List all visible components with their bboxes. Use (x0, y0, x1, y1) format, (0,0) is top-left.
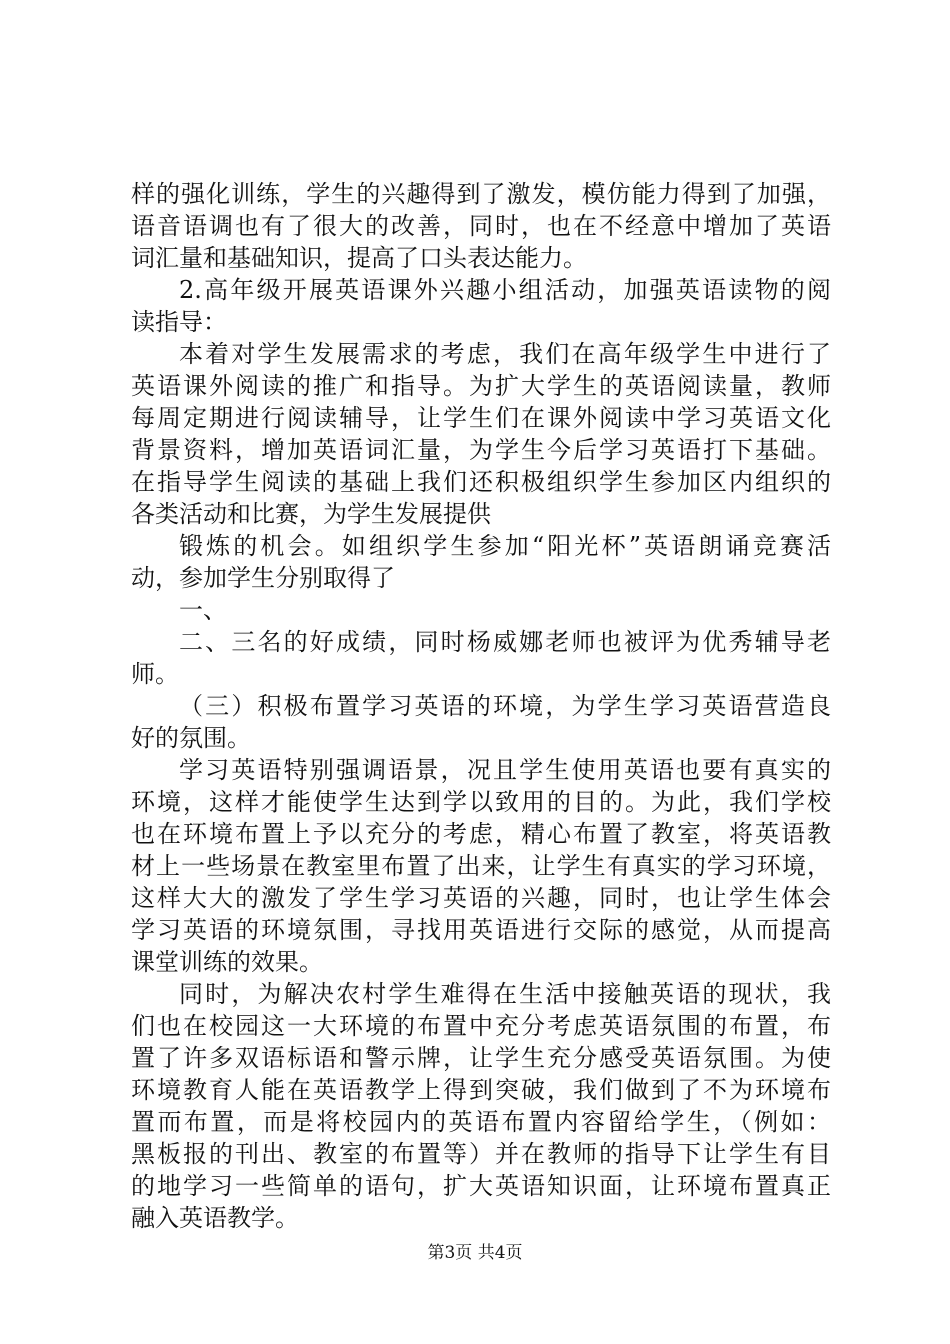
text-line: 学习英语的环境氛围，寻找用英语进行交际的感觉，从而提高 (131, 916, 831, 944)
text-line: 英语课外阅读的推广和指导。为扩大学生的英语阅读量，教师 (131, 372, 831, 400)
text-line: 材上一些场景在教室里布置了出来，让学生有真实的学习环境， (131, 852, 831, 880)
text-line: 置了许多双语标语和警示牌，让学生充分感受英语氛围。为使 (131, 1044, 831, 1072)
text-line: 环境教育人能在英语教学上得到突破，我们做到了不为环境布 (131, 1076, 831, 1104)
text-line: （三）积极布置学习英语的环境，为学生学习英语营造良 (179, 692, 831, 720)
text-line: 融入英语教学。 (131, 1204, 299, 1232)
text-line: 好的氛围。 (131, 724, 251, 752)
text-line: 黑板报的刊出、教室的布置等）并在教师的指导下让学生有目 (131, 1140, 831, 1168)
text-line: 动，参加学生分别取得了 (131, 564, 395, 592)
text-line: 这样大大的激发了学生学习英语的兴趣，同时，也让学生体会 (131, 884, 831, 912)
text-line: 环境，这样才能使学生达到学以致用的目的。为此，我们学校 (131, 788, 831, 816)
text-line: 每周定期进行阅读辅导，让学生们在课外阅读中学习英语文化 (131, 404, 831, 432)
text-line: 2.高年级开展英语课外兴趣小组活动，加强英语读物的阅 (179, 276, 831, 304)
page-number-footer: 第3页 共4页 (427, 1243, 523, 1263)
text-line: 背景资料，增加英语词汇量，为学生今后学习英语打下基础。 (131, 436, 831, 464)
text-line: 学习英语特别强调语景，况且学生使用英语也要有真实的 (179, 756, 831, 784)
text-line: 在指导学生阅读的基础上我们还积极组织学生参加区内组织的 (131, 468, 831, 496)
text-line: 一、 (179, 596, 227, 624)
body-text (131, 178, 831, 1234)
text-line: 们也在校园这一大环境的布置中充分考虑英语氛围的布置，布 (131, 1012, 831, 1040)
text-line: 二、三名的好成绩，同时杨威娜老师也被评为优秀辅导老 (179, 628, 831, 656)
text-line: 课堂训练的效果。 (131, 948, 323, 976)
text-line: 读指导： (131, 308, 227, 336)
text-line: 样的强化训练，学生的兴趣得到了激发，模仿能力得到了加强， (131, 180, 831, 208)
text-line: 语音语调也有了很大的改善，同时，也在不经意中增加了英语 (131, 212, 831, 240)
text-line: 词汇量和基础知识，提高了口头表达能力。 (131, 244, 587, 272)
text-line: 师。 (131, 660, 179, 688)
text-line: 的地学习一些简单的语句，扩大英语知识面，让环境布置真正 (131, 1172, 831, 1200)
text-line: 同时，为解决农村学生难得在生活中接触英语的现状，我 (179, 980, 831, 1008)
text-line: 各类活动和比赛，为学生发展提供 (131, 500, 491, 528)
text-line: 也在环境布置上予以充分的考虑，精心布置了教室，将英语教 (131, 820, 831, 848)
text-line: 锻炼的机会。如组织学生参加“阳光杯”英语朗诵竞赛活 (179, 532, 831, 560)
text-line: 本着对学生发展需求的考虑，我们在高年级学生中进行了 (179, 340, 831, 368)
text-line: 置而布置，而是将校园内的英语布置内容留给学生，（例如： (131, 1108, 831, 1136)
